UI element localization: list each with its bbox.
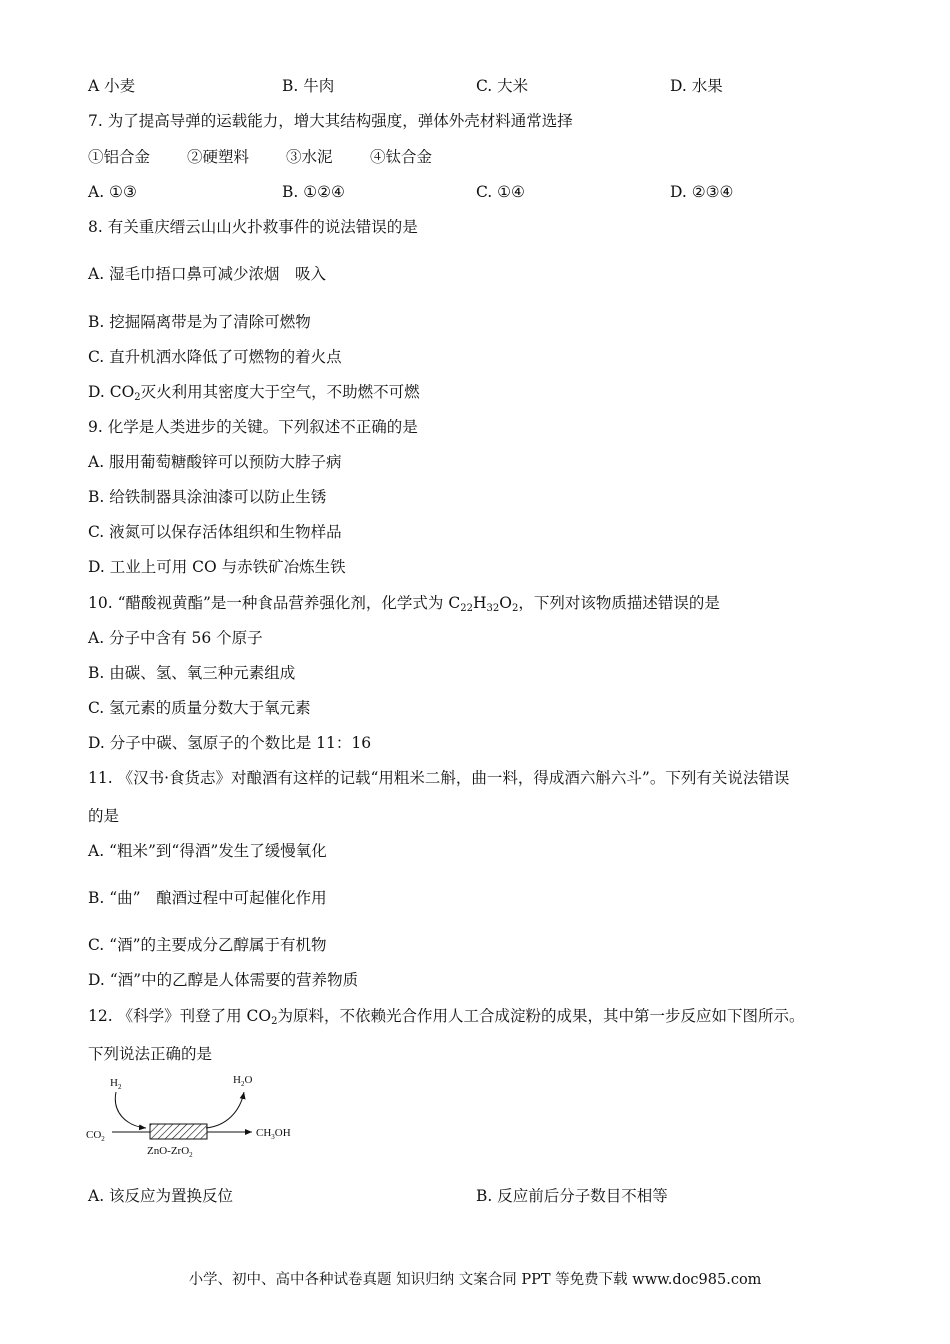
q9-stem: 9. 化学是人类进步的关键。下列叙述不正确的是 [88, 418, 418, 436]
q11-option-c: C. “酒”的主要成分乙醇属于有机物 [88, 936, 327, 954]
q7-material-3: ③水泥 [286, 148, 333, 166]
q12-option-a: A. 该反应为置换反位 [88, 1187, 234, 1205]
q11-stem-continued: 的是 [88, 807, 120, 825]
q10-option-c: C. 氢元素的质量分数大于氧元素 [88, 699, 311, 717]
q11-option-b: B. “曲” 酿酒过程中可起催化作用 [88, 889, 327, 907]
page-footer: 小学、初中、高中各种试卷真题 知识归纳 文案合同 PPT 等免费下载 www.doc985.com [188, 1272, 762, 1288]
catalyst-label: ZnO-ZrO$_2$ [147, 1145, 193, 1159]
q8-stem: 8. 有关重庆缙云山山火扑救事件的说法错误的是 [88, 218, 418, 236]
q8-option-a: A. 湿毛巾捂口鼻可减少浓烟 吸入 [88, 265, 327, 283]
q10-option-d: D. 分子中碳、氢原子的个数比是 11：16 [88, 734, 372, 752]
q10-stem: 10. “醋酸视黄酯”是一种食品营养强化剂，化学式为 $C_{22}H_{32}O_2$，下列对该物质描述错误的是 [88, 594, 720, 614]
q6-option-b: B. 牛肉 [282, 77, 335, 95]
q11-option-a: A. “粗米”到“得酒”发生了缓慢氧化 [88, 842, 327, 860]
catalyst-bed [150, 1124, 207, 1139]
q7-option-a: A. ①③ [88, 183, 137, 201]
q7-stem: 7. 为了提高导弹的运载能力，增大其结构强度，弹体外壳材料通常选择 [88, 112, 573, 130]
q9-option-d: D. 工业上可用 CO 与赤铁矿冶炼生铁 [88, 558, 346, 576]
q7-material-4: ④钛合金 [370, 148, 433, 166]
q6-option-a: A 小麦 [88, 77, 136, 95]
q6-option-d: D. 水果 [670, 77, 723, 95]
q10-option-a: A. 分子中含有 56 个原子 [88, 629, 263, 647]
methanol-label: $CH_3OH$ [256, 1127, 291, 1141]
q12-stem-continued: 下列说法正确的是 [88, 1045, 213, 1063]
q7-option-d: D. ②③④ [670, 183, 734, 201]
q8-option-c: C. 直升机洒水降低了可燃物的着火点 [88, 348, 342, 366]
h2o-label: $H_2O$ [233, 1074, 253, 1088]
q11-option-d: D. “酒”中的乙醇是人体需要的营养物质 [88, 971, 359, 989]
q7-option-c: C. ①④ [476, 183, 525, 201]
q9-option-c: C. 液氮可以保存活体组织和生物样品 [88, 523, 342, 541]
h2o-output-arrow [206, 1092, 244, 1128]
reaction-diagram [80, 1068, 320, 1163]
q9-option-a: A. 服用葡萄糖酸锌可以预防大脖子病 [88, 453, 342, 471]
q12-stem: 12. 《科学》刊登了用 $CO_2$为原料，不依赖光合作用人工合成淀粉的成果，其中第一步反应如下图所示。 [88, 1007, 805, 1027]
q6-option-c: C. 大米 [476, 77, 529, 95]
q9-option-b: B. 给铁制器具涂油漆可以防止生锈 [88, 488, 327, 506]
h2-label: $H_2$ [110, 1077, 122, 1091]
q11-stem: 11. 《汉书·食货志》对酿酒有这样的记载“用粗米二斛，曲一料，得成酒六斛六斗”。下列有关说法错误 [88, 769, 790, 787]
h2-input-arrow [115, 1092, 146, 1128]
q10-option-b: B. 由碳、氢、氧三种元素组成 [88, 664, 296, 682]
q7-material-2: ②硬塑料 [187, 148, 250, 166]
co2-label: $CO_2$ [86, 1129, 105, 1143]
q12-option-b: B. 反应前后分子数目不相等 [476, 1187, 668, 1205]
q8-option-d: D. $CO_2$灭火利用其密度大于空气，不助燃不可燃 [88, 383, 420, 403]
q8-option-b: B. 挖掘隔离带是为了清除可燃物 [88, 313, 311, 331]
q7-option-b: B. ①②④ [282, 183, 345, 201]
q7-material-1: ①铝合金 [88, 148, 151, 166]
